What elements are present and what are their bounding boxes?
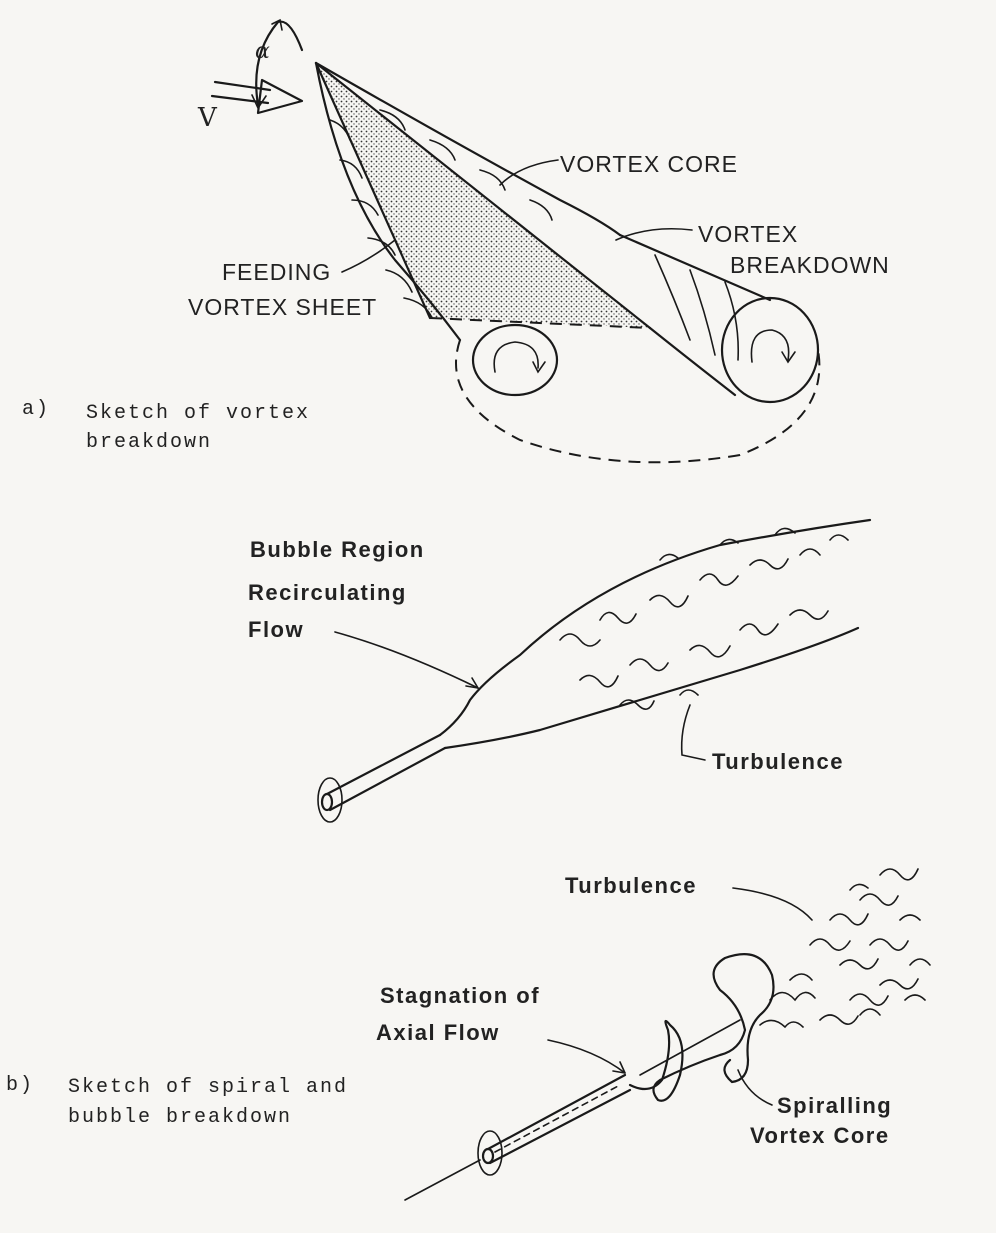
spiral-vortex-loops (630, 954, 774, 1101)
caption-b-line1: Sketch of spiral and (68, 1076, 349, 1099)
caption-a-line2: breakdown (86, 431, 213, 454)
leader-spiral-turbulence (733, 888, 812, 920)
bubble-region-label-line2: Recirculating (248, 580, 407, 605)
caption-a-line1: Sketch of vortex (86, 402, 311, 425)
feeding-label-line2: VORTEX SHEET (188, 294, 378, 320)
left-rotation-arrow-icon (494, 342, 538, 372)
right-vortex-end-ellipse (722, 298, 818, 402)
spiral-core-ring (478, 1131, 502, 1175)
bubble-region-label-line3: Flow (248, 617, 305, 642)
leader-bubble-region (335, 632, 478, 688)
vortex-breakdown-label-line1: VORTEX (698, 221, 799, 247)
bubble-core-upper (327, 735, 440, 794)
spiral-core-upper (488, 1075, 625, 1149)
bubble-region-label-line1: Bubble Region (250, 537, 425, 562)
spiral-breakdown-diagram (6, 869, 930, 1200)
bubble-breakdown-diagram (248, 520, 870, 822)
bubble-turbulence-label: Turbulence (712, 749, 844, 774)
spiral-turbulence-label: Turbulence (565, 873, 697, 898)
spiral-turbulent-squiggles (760, 869, 930, 1027)
velocity-label: V (198, 103, 217, 133)
cone-hatching (655, 255, 738, 360)
spiralling-label-line1: Spiralling (777, 1093, 893, 1118)
spiralling-label-line2: Vortex Core (750, 1123, 890, 1148)
spiral-core-lower (490, 1090, 630, 1163)
spiral-axis-upstream (405, 1160, 480, 1200)
bubble-upper-edge (440, 520, 870, 735)
bubble-core-lower (330, 748, 445, 810)
vortex-core-label: VORTEX CORE (560, 151, 738, 177)
caption-b-marker: b) (6, 1074, 35, 1097)
spiral-core-end (483, 1149, 493, 1163)
vortex-breakdown-label-line2: BREAKDOWN (730, 252, 890, 278)
left-vortex-end-ellipse (473, 325, 557, 395)
right-rotation-arrow-icon (751, 330, 788, 362)
alpha-label: α (255, 39, 270, 64)
leader-bubble-turbulence (682, 705, 705, 760)
stagnation-label-line2: Axial Flow (376, 1020, 500, 1045)
caption-b-line2: bubble breakdown (68, 1106, 293, 1129)
bubble-turbulent-squiggles (560, 528, 848, 709)
bubble-core-end (322, 794, 332, 810)
left-rotation-arrowhead (533, 362, 545, 372)
feeding-label-line1: FEEDING (222, 259, 332, 285)
caption-a-marker: a) (22, 398, 51, 421)
leader-stagnation (548, 1040, 625, 1073)
bubble-lower-edge (445, 628, 858, 748)
stagnation-label-line1: Stagnation of (380, 983, 541, 1008)
spiral-core-centerline (495, 1085, 620, 1152)
delta-wing-diagram (22, 20, 890, 462)
